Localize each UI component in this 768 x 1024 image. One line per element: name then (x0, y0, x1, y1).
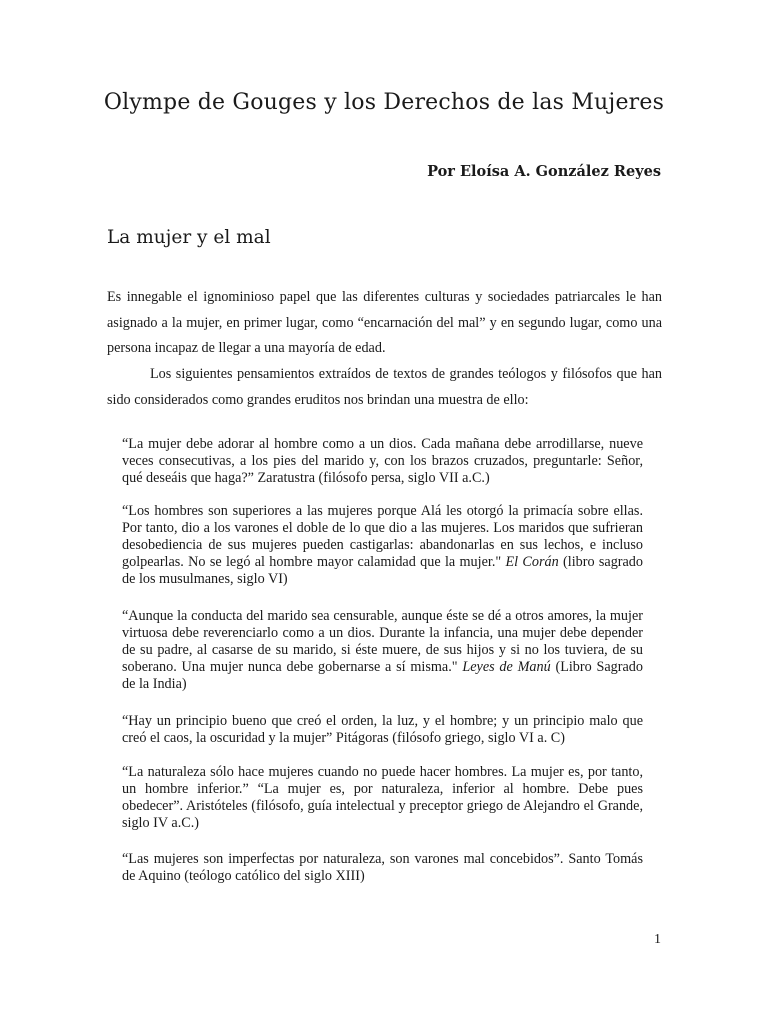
section-heading: La mujer y el mal (107, 227, 271, 248)
quote-text: “La mujer debe adorar al hombre como a un dios. Cada mañana debe arrodillarse, nueve veces consecutivas, a los pies del marido y, con los brazos cruzados, preguntarle: Señor, qué deseáis que haga?” Zaratustra (filósofo persa, siglo VII a.C.) (122, 436, 643, 486)
document-title: Olympe de Gouges y los Derechos de las Mujeres (103, 90, 665, 115)
quote-source-detail: (Libro Sagrado de la India) (122, 659, 643, 692)
paragraph-intro: Es innegable el ignominioso papel que las diferentes culturas y sociedades patriarcales le han asignado a la mujer, en primer lugar, como “encarnación del mal” y en segundo lugar, como una persona incapaz de llegar a una mayoría de edad. (107, 289, 662, 356)
quote-text: “La naturaleza sólo hace mujeres cuando no puede hacer hombres. La mujer es, por tanto, un hombre inferior.” “La mujer es, por naturaleza, inferior al hombre. Debe pues obedecer”. Aristóteles (filósofo, guía intelectual y preceptor griego de Alejandro el Grande, siglo IV a.C.) (122, 764, 643, 831)
quote-source-title: El Corán (505, 554, 559, 570)
quote-source-detail: (libro sagrado de los musulmanes, siglo VI) (122, 554, 643, 587)
quote-zaratustra (122, 436, 643, 487)
quote-tomas-de-aquino (122, 851, 643, 885)
quote-text: “Las mujeres son imperfectas por naturaleza, son varones mal concebidos”. Santo Tomás de Aquino (teólogo católico del siglo XIII) (122, 851, 643, 884)
quote-aristoteles (122, 764, 643, 832)
quote-text: “Los hombres son superiores a las mujeres porque Alá les otorgó la primacía sobre ellas. Por tanto, dio a los varones el doble de lo que dio a las mujeres. Los maridos que sufrieran desobediencia de sus mujeres pueden castigarlas: abandonarlas en sus lechos, e incluso golpearlas. No se legó al hombre mayor calamidad que la mujer." (122, 503, 643, 570)
quote-text: “Aunque la conducta del marido sea censurable, aunque éste se dé a otros amores, la mujer virtuosa debe reverenciarlo como a un dios. Durante la infancia, una mujer debe depender de su padre, al casarse de su marido, si éste muere, de sus hijos y si no los tuviera, de su soberano. Una mujer nunca debe gobernarse a sí misma." (122, 608, 643, 675)
quote-text: “Hay un principio bueno que creó el orden, la luz, y el hombre; y un principio malo que creó el caos, la oscuridad y la mujer” Pitágoras (filósofo griego, siglo VI a. C) (122, 713, 643, 746)
quote-coran (122, 503, 643, 588)
page-number: 1 (654, 932, 661, 947)
quote-source-title: Leyes de Manú (462, 659, 551, 675)
paragraph-thoughts: Los siguientes pensamientos extraídos de textos de grandes teólogos y filósofos que han sido considerados como grandes eruditos nos brindan una muestra de ello: (107, 366, 662, 408)
quote-manu (122, 608, 643, 693)
author-byline: Por Eloísa A. González Reyes (427, 163, 661, 180)
quote-pitagoras (122, 713, 643, 747)
